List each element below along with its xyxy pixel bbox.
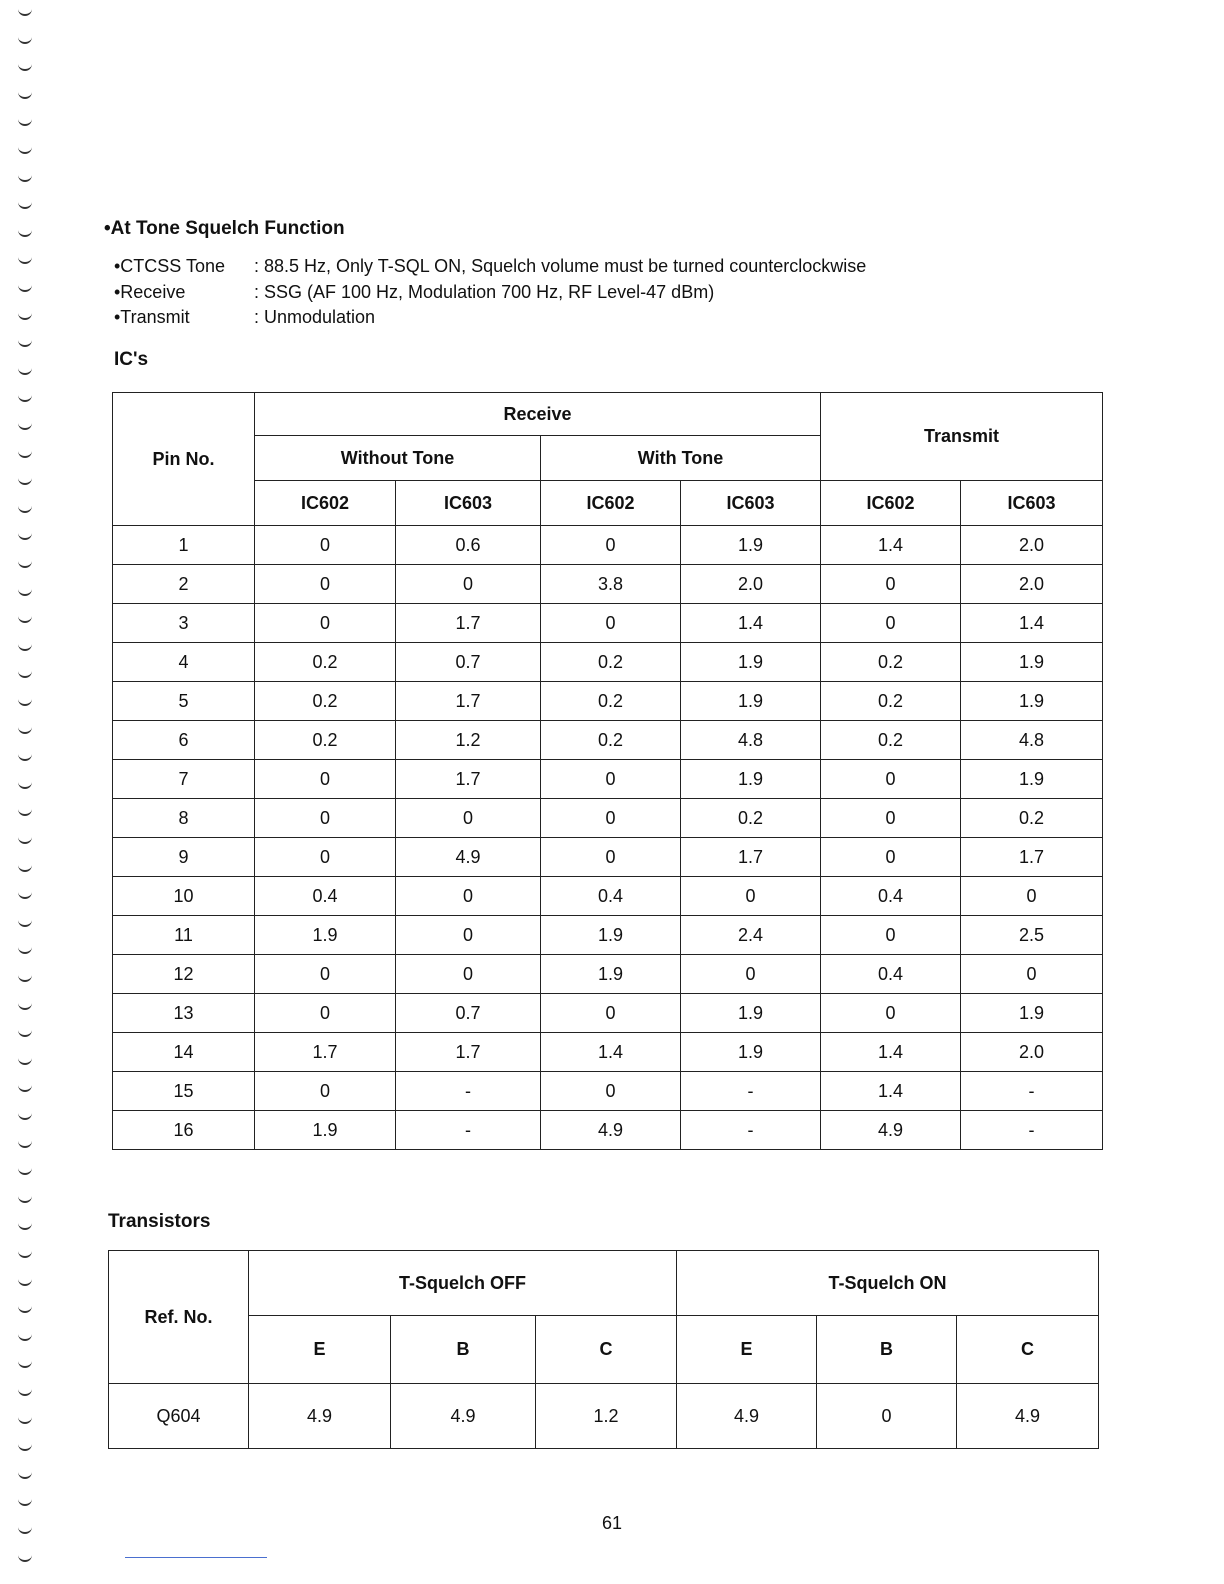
value-cell: 1.7 [961,838,1103,877]
value-cell: 0 [255,565,396,604]
value-cell: 0 [541,604,681,643]
value-cell: 1.4 [681,604,821,643]
value-cell: 4.9 [957,1384,1099,1449]
table-row [113,526,1103,565]
value-cell: 1.4 [541,1033,681,1072]
binding-hole [18,448,32,458]
binding-hole [18,1552,32,1562]
table-row [113,994,1103,1033]
value-cell: - [961,1072,1103,1111]
table-row [113,1111,1103,1150]
section-title: •At Tone Squelch Function [104,218,345,239]
col-header: C [957,1316,1099,1384]
binding-hole [18,889,32,899]
table-row [113,565,1103,604]
value-cell: - [681,1072,821,1111]
binding-holes [14,0,44,1584]
value-cell: 0.2 [255,682,396,721]
value-cell: 0.7 [396,994,541,1033]
binding-hole [18,806,32,816]
value-cell: 0.4 [821,955,961,994]
value-cell: 1.9 [681,1033,821,1072]
value-cell: 1.9 [255,1111,396,1150]
binding-hole [18,34,32,44]
transistor-table-title: Transistors [108,1211,211,1232]
value-cell: 0 [541,526,681,565]
value-cell: 0 [255,604,396,643]
without-tone-header: Without Tone [255,436,541,481]
ic-table-title: IC's [114,349,149,370]
value-cell: 1.7 [681,838,821,877]
value-cell: 0 [541,1072,681,1111]
binding-hole [18,1358,32,1368]
value-cell: 2.0 [961,565,1103,604]
value-cell: 4.9 [396,838,541,877]
value-cell: 0.2 [961,799,1103,838]
value-cell: 1.2 [536,1384,677,1449]
value-cell: 4.8 [681,721,821,760]
binding-hole [18,282,32,292]
binding-hole [18,1138,32,1148]
binding-hole [18,972,32,982]
value-cell: 4.8 [961,721,1103,760]
binding-hole [18,1441,32,1451]
pin-no-header: Pin No. [113,393,255,526]
table-row [113,838,1103,877]
value-cell: 1.9 [541,955,681,994]
table-row [113,721,1103,760]
value-cell: 0 [681,877,821,916]
value-cell: 1.9 [961,760,1103,799]
value-cell: - [396,1072,541,1111]
condition-value: : SSG (AF 100 Hz, Modulation 700 Hz, RF Level-47 dBm) [254,282,715,302]
binding-hole [18,1414,32,1424]
col-header: E [249,1316,391,1384]
value-cell: 0.6 [396,526,541,565]
value-cell: 0 [255,799,396,838]
binding-hole [18,1110,32,1120]
condition-label: •CTCSS Tone [114,256,226,276]
value-cell: 2.0 [961,526,1103,565]
value-cell: 0 [961,955,1103,994]
row-label-cell: 1 [113,526,255,565]
col-header: B [391,1316,536,1384]
row-label-cell: 6 [113,721,255,760]
condition-receive [114,282,714,303]
value-cell: 0.2 [541,682,681,721]
binding-hole [18,503,32,513]
table-row [113,604,1103,643]
value-cell: 0 [396,916,541,955]
col-header: IC603 [396,481,541,526]
value-cell: 0.4 [821,877,961,916]
table-row [113,1033,1103,1072]
value-cell: 2.0 [961,1033,1103,1072]
binding-hole [18,1193,32,1203]
value-cell: 4.9 [249,1384,391,1449]
value-cell: 4.9 [541,1111,681,1150]
condition-transmit [114,307,375,328]
row-label-cell: 13 [113,994,255,1033]
condition-label: •Receive [114,282,186,302]
binding-hole [18,1027,32,1037]
binding-hole [18,696,32,706]
row-label-cell: 11 [113,916,255,955]
binding-hole [18,337,32,347]
binding-hole [18,834,32,844]
value-cell: 1.9 [961,682,1103,721]
row-label-cell: 7 [113,760,255,799]
value-cell: 0.7 [396,643,541,682]
value-cell: 2.4 [681,916,821,955]
value-cell: 0.2 [541,721,681,760]
value-cell: 0 [681,955,821,994]
binding-hole [18,420,32,430]
value-cell: 0 [255,526,396,565]
row-label-cell: 2 [113,565,255,604]
value-cell: 1.9 [681,526,821,565]
value-cell: 0.2 [681,799,821,838]
row-label-cell: 3 [113,604,255,643]
value-cell: 0 [541,994,681,1033]
row-label-cell: Q604 [109,1384,249,1449]
condition-value: : 88.5 Hz, Only T-SQL ON, Squelch volume must be turned counterclockwise [254,256,867,276]
binding-hole [18,1248,32,1258]
value-cell: 0 [255,1072,396,1111]
binding-hole [18,1276,32,1286]
value-cell: - [396,1111,541,1150]
value-cell: 1.9 [681,643,821,682]
binding-hole [18,1469,32,1479]
col-header: C [536,1316,677,1384]
value-cell: 0.2 [821,682,961,721]
binding-hole [18,779,32,789]
row-label-cell: 12 [113,955,255,994]
binding-hole [18,144,32,154]
binding-hole [18,475,32,485]
value-cell: 4.9 [391,1384,536,1449]
binding-hole [18,862,32,872]
condition-ctcss [114,256,866,277]
binding-hole [18,392,32,402]
binding-hole [18,668,32,678]
tsq-off-header: T-Squelch OFF [249,1251,677,1316]
binding-hole [18,199,32,209]
condition-value: : Unmodulation [254,307,376,327]
value-cell: 0 [821,760,961,799]
binding-hole [18,586,32,596]
row-label-cell: 4 [113,643,255,682]
value-cell: 0 [396,955,541,994]
value-cell: 1.4 [821,1033,961,1072]
ic-voltage-table [112,392,1103,1150]
binding-hole [18,1496,32,1506]
value-cell: 0 [541,760,681,799]
value-cell: 0 [255,760,396,799]
value-cell: 0.2 [821,643,961,682]
col-header: B [817,1316,957,1384]
binding-hole [18,1055,32,1065]
binding-hole [18,1331,32,1341]
value-cell: 1.9 [681,994,821,1033]
col-header: IC602 [821,481,961,526]
binding-hole [18,227,32,237]
binding-hole [18,944,32,954]
value-cell: 2.0 [681,565,821,604]
value-cell: 1.9 [255,916,396,955]
value-cell: 0 [541,799,681,838]
value-cell: 1.9 [681,760,821,799]
binding-hole [18,530,32,540]
value-cell: 1.7 [396,604,541,643]
value-cell: 0 [821,565,961,604]
binding-hole [18,1303,32,1313]
value-cell: 0 [821,838,961,877]
value-cell: 1.9 [541,916,681,955]
with-tone-header: With Tone [541,436,821,481]
value-cell: 4.9 [821,1111,961,1150]
value-cell: - [961,1111,1103,1150]
value-cell: 1.2 [396,721,541,760]
binding-hole [18,1000,32,1010]
binding-hole [18,751,32,761]
table-row [113,643,1103,682]
footer-line [125,1557,267,1558]
value-cell: 1.4 [821,1072,961,1111]
table-row [109,1384,1099,1449]
binding-hole [18,89,32,99]
table-row [113,877,1103,916]
value-cell: 1.9 [681,682,821,721]
binding-hole [18,613,32,623]
value-cell: 0 [255,994,396,1033]
binding-hole [18,116,32,126]
value-cell: 0 [396,565,541,604]
table-row [113,760,1103,799]
value-cell: 0 [396,877,541,916]
table-row [113,955,1103,994]
condition-label: •Transmit [114,307,190,327]
value-cell: 1.7 [255,1033,396,1072]
value-cell: 2.5 [961,916,1103,955]
value-cell: 0 [821,994,961,1033]
value-cell: 1.9 [961,994,1103,1033]
value-cell: 0 [817,1384,957,1449]
binding-hole [18,310,32,320]
value-cell: 1.7 [396,760,541,799]
binding-hole [18,641,32,651]
binding-hole [18,1386,32,1396]
table-row [113,916,1103,955]
value-cell: 0.2 [821,721,961,760]
row-label-cell: 8 [113,799,255,838]
binding-hole [18,6,32,16]
value-cell: 0.4 [541,877,681,916]
col-header: IC602 [541,481,681,526]
value-cell: 1.7 [396,682,541,721]
value-cell: 1.9 [961,643,1103,682]
binding-hole [18,254,32,264]
value-cell: 4.9 [677,1384,817,1449]
value-cell: 0 [821,604,961,643]
row-label-cell: 9 [113,838,255,877]
row-label-cell: 10 [113,877,255,916]
row-label-cell: 15 [113,1072,255,1111]
value-cell: 0 [821,799,961,838]
binding-hole [18,1165,32,1175]
value-cell: 1.4 [821,526,961,565]
transistor-voltage-table [108,1250,1099,1449]
table-row [113,1072,1103,1111]
table-row [113,682,1103,721]
tsq-on-header: T-Squelch ON [677,1251,1099,1316]
row-label-cell: 16 [113,1111,255,1150]
transmit-header: Transmit [821,393,1103,481]
binding-hole [18,61,32,71]
binding-hole [18,365,32,375]
value-cell: 0.2 [255,643,396,682]
ref-no-header: Ref. No. [109,1251,249,1384]
binding-hole [18,172,32,182]
table-row [113,799,1103,838]
row-label-cell: 14 [113,1033,255,1072]
value-cell: 0 [255,955,396,994]
binding-hole [18,558,32,568]
binding-hole [18,724,32,734]
col-header: E [677,1316,817,1384]
value-cell: 0 [961,877,1103,916]
binding-hole [18,917,32,927]
row-label-cell: 5 [113,682,255,721]
binding-hole [18,1220,32,1230]
value-cell: 0.2 [541,643,681,682]
value-cell: 0.2 [255,721,396,760]
value-cell: 0 [255,838,396,877]
value-cell: 3.8 [541,565,681,604]
receive-header: Receive [255,393,821,436]
value-cell: - [681,1111,821,1150]
value-cell: 1.4 [961,604,1103,643]
col-header: IC603 [681,481,821,526]
value-cell: 0.4 [255,877,396,916]
value-cell: 0 [541,838,681,877]
value-cell: 0 [396,799,541,838]
col-header: IC603 [961,481,1103,526]
binding-hole [18,1082,32,1092]
value-cell: 0 [821,916,961,955]
value-cell: 1.7 [396,1033,541,1072]
col-header: IC602 [255,481,396,526]
page-number: 61 [601,1513,623,1533]
